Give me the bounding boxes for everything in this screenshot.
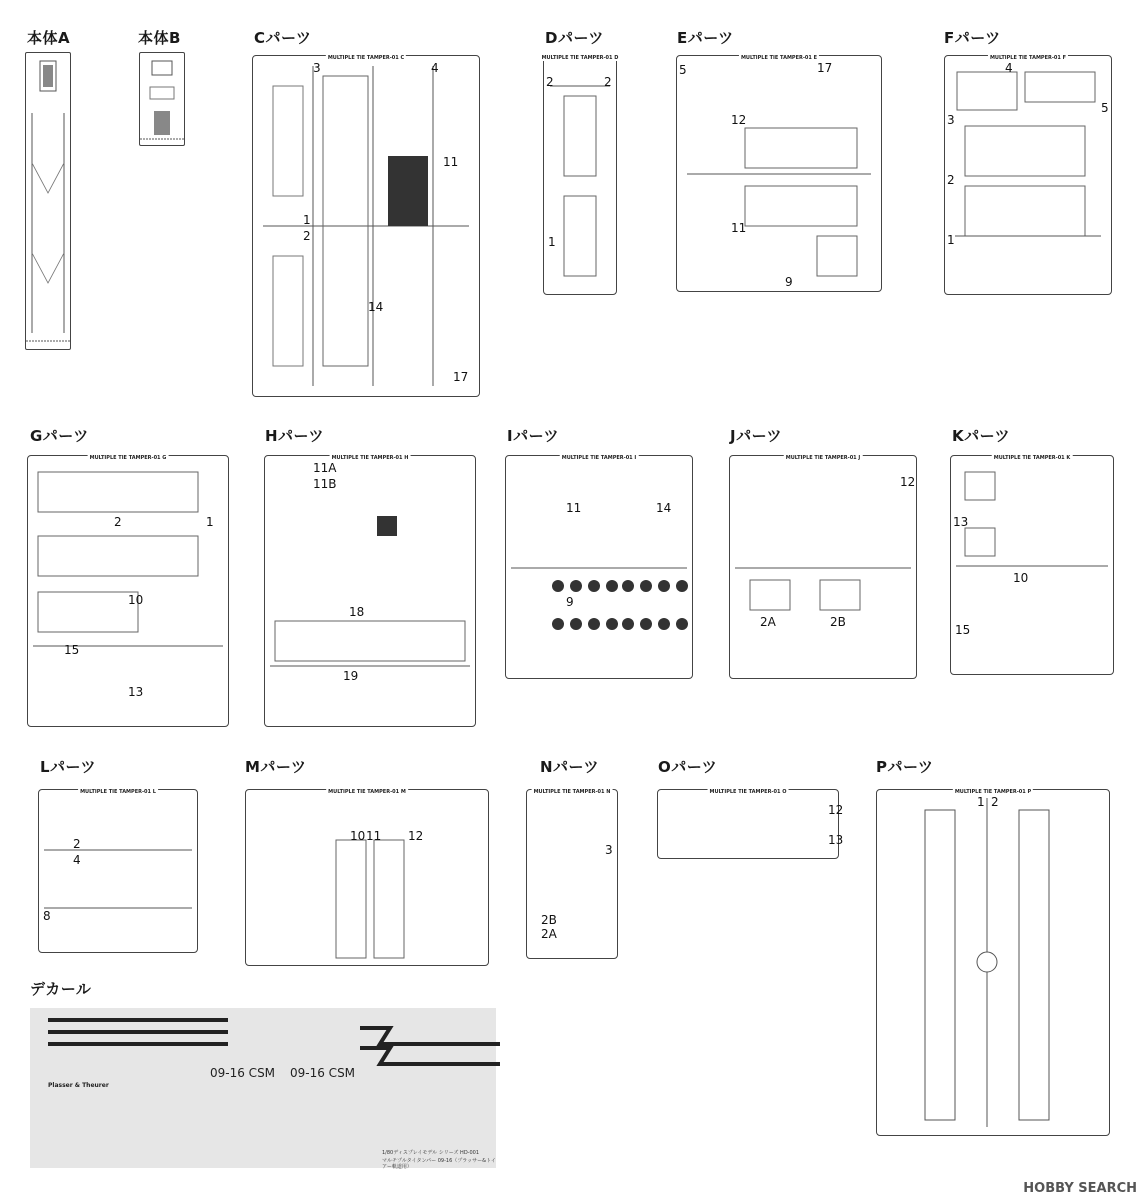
sprue-j-drawing (730, 456, 916, 678)
part-number: 2B (830, 615, 846, 629)
part-number: 3 (313, 61, 321, 75)
sprue-n (526, 789, 618, 959)
sprue-h-drawing (265, 456, 475, 726)
body-a-part (25, 52, 71, 350)
section-label-n: Nパーツ (540, 758, 599, 776)
sprue-f-drawing (945, 56, 1111, 294)
sprue-l (38, 789, 198, 953)
sprue-c-tag: MULTIPLE TIE TAMPER-01 C (327, 55, 405, 61)
part-number: 11 (566, 501, 582, 515)
part-number: 11 (443, 155, 459, 169)
part-number: 12 (408, 829, 424, 843)
part-number: 17 (453, 370, 469, 384)
sprue-k-drawing (951, 456, 1113, 674)
part-number: 15 (955, 623, 971, 637)
sprue-d-drawing (544, 56, 616, 294)
body-b-drawing (140, 53, 184, 145)
part-number: 4 (73, 853, 81, 867)
section-label-l: Lパーツ (40, 758, 96, 776)
sprue-j (729, 455, 917, 679)
section-label-i: Iパーツ (507, 427, 559, 445)
part-number: 2 (604, 75, 612, 89)
decal-sheet (30, 1008, 496, 1168)
part-number: 12 (828, 803, 844, 817)
section-label-d: Dパーツ (545, 29, 604, 47)
part-number: 10 (1013, 571, 1029, 585)
sprue-l-drawing (39, 790, 197, 952)
section-label-hontai-b: 本体B (138, 29, 181, 47)
section-label-m: Mパーツ (245, 758, 307, 776)
part-number: 3 (605, 843, 613, 857)
part-number: 2 (73, 837, 81, 851)
part-number: 1 (947, 233, 955, 247)
section-label-j: Jパーツ (730, 427, 782, 445)
section-label-p: Pパーツ (876, 758, 934, 776)
sprue-k-tag: MULTIPLE TIE TAMPER-01 K (993, 455, 1071, 461)
part-number: 5 (679, 63, 687, 77)
sprue-m-drawing (246, 790, 488, 965)
decal-footer-1: 1/80ディスプレイモデル シリーズ HD-001 (382, 1150, 480, 1156)
part-number: 2 (303, 229, 311, 243)
part-number: 2 (991, 795, 999, 809)
section-label-c: Cパーツ (254, 29, 312, 47)
sprue-e-tag: MULTIPLE TIE TAMPER-01 E (740, 55, 818, 61)
decal-brand: Plasser & Theurer (48, 1082, 109, 1089)
part-number: 2B (541, 913, 557, 927)
part-number: 14 (368, 300, 384, 314)
sprue-e (676, 55, 882, 292)
sprue-c (252, 55, 480, 397)
body-b-part (139, 52, 185, 146)
part-number: 8 (43, 909, 51, 923)
part-number: 14 (656, 501, 672, 515)
part-number: 9 (566, 595, 574, 609)
sprue-o-tag: MULTIPLE TIE TAMPER-01 O (709, 789, 787, 795)
section-label-g: Gパーツ (30, 427, 89, 445)
part-number: 12 (900, 475, 916, 489)
sprue-p (876, 789, 1110, 1136)
section-label-e: Eパーツ (677, 29, 734, 47)
part-number: 5 (1101, 101, 1109, 115)
part-number: 10 (350, 829, 366, 843)
part-number: 13 (953, 515, 969, 529)
sprue-p-drawing (877, 790, 1109, 1135)
sprue-p-tag: MULTIPLE TIE TAMPER-01 P (954, 789, 1032, 795)
part-number: 4 (431, 61, 439, 75)
part-number: 11 (366, 829, 382, 843)
decal-code-1: 09-16 CSM (210, 1066, 276, 1080)
sprue-c-drawing (253, 56, 479, 396)
sprue-d-tag: MULTIPLE TIE TAMPER-01 D (541, 55, 619, 61)
part-number: 2 (546, 75, 554, 89)
part-number: 2A (541, 927, 557, 941)
sprue-l-tag: MULTIPLE TIE TAMPER-01 L (80, 789, 156, 795)
sprue-n-tag: MULTIPLE TIE TAMPER-01 N (533, 789, 611, 795)
sprue-h (264, 455, 476, 727)
part-number: 1 (977, 795, 985, 809)
watermark: HOBBY SEARCH (1023, 1181, 1137, 1196)
decal-code-2: 09-16 CSM (290, 1066, 356, 1080)
sprue-m-tag: MULTIPLE TIE TAMPER-01 M (328, 789, 406, 795)
part-number: 13 (828, 833, 844, 847)
sprue-h-tag: MULTIPLE TIE TAMPER-01 H (331, 455, 409, 461)
part-number: 9 (785, 275, 793, 289)
sprue-i-drawing (506, 456, 692, 678)
sprue-d (543, 55, 617, 295)
sprue-k (950, 455, 1114, 675)
section-label-h: Hパーツ (265, 427, 324, 445)
part-number: 1 (206, 515, 214, 529)
body-a-drawing (26, 53, 70, 349)
sprue-j-tag: MULTIPLE TIE TAMPER-01 J (785, 455, 861, 461)
part-number: 1 (303, 213, 311, 227)
part-number: 3 (947, 113, 955, 127)
sprue-f-tag: MULTIPLE TIE TAMPER-01 F (989, 55, 1067, 61)
sprue-g (27, 455, 229, 727)
sprue-f (944, 55, 1112, 295)
section-label-decal: デカール (30, 980, 92, 998)
part-number: 12 (731, 113, 747, 127)
section-label-f: Fパーツ (944, 29, 1001, 47)
sprue-g-tag: MULTIPLE TIE TAMPER-01 G (89, 455, 167, 461)
part-number: 17 (817, 61, 833, 75)
sprue-m (245, 789, 489, 966)
part-number: 10 (128, 593, 144, 607)
sprue-o (657, 789, 844, 859)
part-number: 11 (731, 221, 747, 235)
part-number: 2A (760, 615, 776, 629)
part-number: 18 (349, 605, 365, 619)
section-label-k: Kパーツ (952, 427, 1011, 445)
section-label-hontai-a: 本体A (27, 29, 71, 47)
sprue-i (505, 455, 693, 679)
sprue-i-tag: MULTIPLE TIE TAMPER-01 I (561, 455, 637, 461)
part-number: 13 (128, 685, 144, 699)
part-number: 19 (343, 669, 359, 683)
part-number: 1 (548, 235, 556, 249)
part-number: 11A (313, 461, 337, 475)
decal-footer-2: マルチプルタイタンパー 09-16（プラッサー&トイアー軌道用） (382, 1158, 496, 1170)
part-number: 2 (947, 173, 955, 187)
part-number: 15 (64, 643, 80, 657)
part-number: 4 (1005, 61, 1013, 75)
sprue-e-drawing (677, 56, 881, 291)
section-label-o: Oパーツ (658, 758, 718, 776)
part-number: 11B (313, 477, 337, 491)
part-number: 2 (114, 515, 122, 529)
